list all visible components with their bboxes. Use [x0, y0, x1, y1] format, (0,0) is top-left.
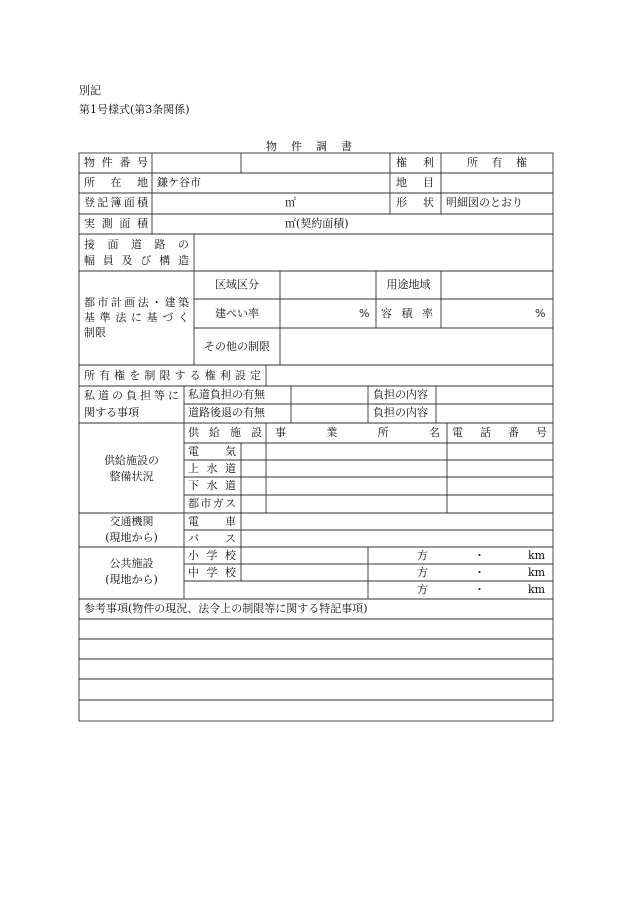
supply-facilities-label-2: 整備状況 [109, 470, 154, 483]
junior-high-school-label: 中学校 [188, 566, 236, 579]
area-division-label: 区域区分 [215, 278, 259, 291]
sewerage-label: 下水道 [188, 479, 236, 492]
business-name-col-header: 事業所名 [275, 426, 440, 439]
property-number-label: 物件番号 [84, 156, 148, 169]
location-value: 鎌ケ谷市 [157, 176, 201, 189]
supply-facility-col-header: 供給施設 [188, 426, 262, 439]
registered-area-label: 登記簿面積 [84, 196, 148, 209]
distance-unit-2: km [528, 566, 546, 579]
road-label-1: 接面道路の [84, 238, 189, 251]
road-setback-label: 道路後退の有無 [188, 406, 265, 419]
measured-area-unit: ㎡(契約面積) [285, 217, 349, 230]
distance-unit-3: km [528, 583, 546, 596]
remarks-label: 参考事項(物件の現況、法令上の制限等に関する特記事項) [84, 602, 368, 615]
train-label: 電車 [188, 515, 236, 528]
direction-label-1: 方 [417, 549, 428, 562]
burden-label-2: 関する事項 [84, 406, 139, 419]
measured-area-label: 実測面積 [84, 217, 148, 230]
burden-label-1: 私道の負担等に [84, 389, 179, 402]
road-setback-content-label: 負担の内容 [373, 406, 428, 419]
public-facilities-label-1: 公共施設 [109, 557, 154, 570]
distance-unit-1: km [528, 549, 546, 562]
zoning-label-1: 都市計画法・建築 [84, 296, 189, 309]
elementary-school-label: 小学校 [188, 549, 236, 562]
appendix-label: 別記 [79, 84, 101, 97]
direction-label-2: 方 [417, 566, 428, 579]
right-label: 権利 [396, 156, 434, 169]
transportation-label-2: (現地から) [105, 531, 158, 544]
shape-value: 明細図のとおり [446, 196, 523, 209]
floor-area-ratio-label: 容積率 [381, 307, 433, 320]
water-supply-label: 上水道 [188, 462, 236, 475]
city-gas-label: 都市ガス [188, 497, 236, 510]
document-title: 物件調書 [266, 140, 366, 153]
electricity-label: 電気 [188, 445, 236, 458]
zoning-label-3: 制限 [84, 326, 106, 339]
land-category-label: 地目 [396, 176, 434, 189]
phone-number-col-header: 電話番号 [452, 426, 547, 439]
direction-label-3: 方 [417, 583, 428, 596]
coverage-ratio-label: 建ぺい率 [215, 307, 259, 320]
restrictive-rights-label: 所有権を制限する権利設定 [84, 369, 261, 382]
location-label: 所在地 [84, 176, 148, 189]
transportation-label-1: 交通機関 [109, 515, 154, 528]
form-number: 第1号様式(第3条関係) [79, 103, 190, 116]
floor-area-percent: % [535, 307, 546, 320]
use-district-label: 用途地域 [386, 278, 431, 291]
supply-facilities-label-1: 供給施設の [104, 454, 159, 467]
separator-dot-3: ・ [474, 583, 485, 596]
road-label-2: 幅員及び構造 [84, 254, 189, 267]
coverage-percent: % [359, 307, 370, 320]
registered-area-unit: ㎡ [285, 196, 296, 209]
other-restrictions-label: その他の制限 [204, 340, 270, 353]
private-road-burden-content-label: 負担の内容 [373, 388, 428, 401]
separator-dot-1: ・ [474, 549, 485, 562]
zoning-label-2: 基準法に基づく [84, 311, 189, 324]
shape-label: 形状 [396, 196, 434, 209]
bus-label: バス [188, 532, 236, 545]
public-facilities-label-2: (現地から) [105, 573, 158, 586]
private-road-burden-label: 私道負担の有無 [188, 388, 265, 401]
right-value: 所有権 [467, 156, 527, 169]
separator-dot-2: ・ [474, 566, 485, 579]
